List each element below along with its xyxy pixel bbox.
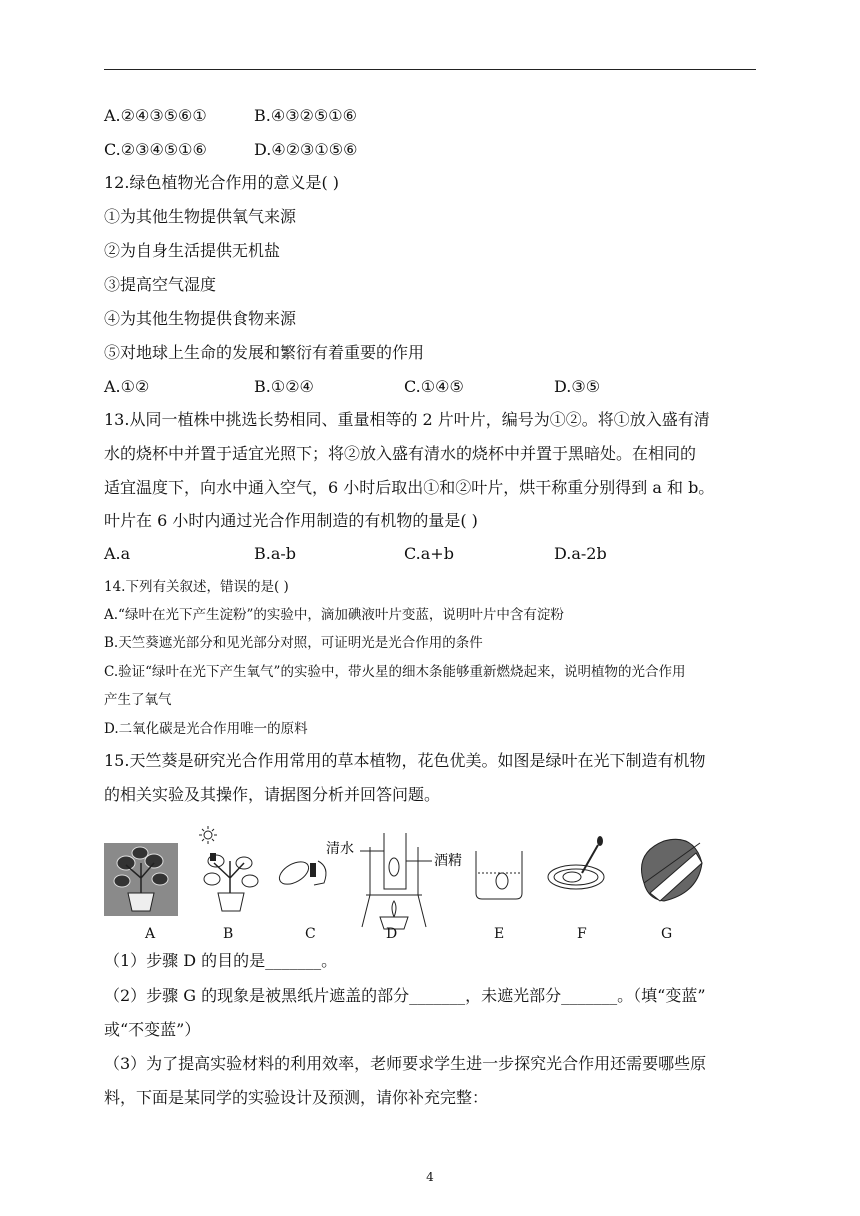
- q12-item-5: ⑤对地球上生命的发展和繁衍有着重要的作用: [104, 343, 425, 362]
- figure-label-e: E: [494, 926, 505, 942]
- q12-option-d: D.③⑤: [554, 377, 601, 396]
- q15-sub-2: （2）步骤 G 的现象是被黑纸片遮盖的部分_______，未遮光部分_______。（填“变蓝”: [104, 986, 706, 1005]
- q11-option-d: D.④②③①⑤⑥: [254, 140, 358, 159]
- q12-option-c: C.①④⑤: [404, 377, 464, 396]
- q13-line-2: 水的烧杯中并置于适宜光照下；将②放入盛有清水的烧杯中并置于黑暗处。在相同的: [104, 444, 697, 463]
- q13-options: [104, 543, 607, 565]
- alcohol-label: 酒精: [434, 854, 462, 869]
- q14-option-d: D.二氧化碳是光合作用唯一的原料: [104, 721, 308, 737]
- step-a-plant-in-dark: [104, 843, 178, 916]
- q13-line-4: 叶片在 6 小时内通过光合作用制造的有机物的量是( ): [104, 511, 478, 530]
- q12-item-1: ①为其他生物提供氧气来源: [104, 207, 297, 226]
- q13-option-b: B.a-b: [254, 544, 297, 563]
- figure-label-g: G: [661, 926, 673, 942]
- q11-options-row2: [104, 139, 357, 161]
- q12-options: [104, 376, 600, 398]
- figure-label-c: C: [305, 926, 316, 942]
- page-number: 4: [426, 1170, 434, 1184]
- q15-sub-3: （3）为了提高实验材料的利用效率，老师要求学生进一步探究光合作用还需要哪些原: [104, 1054, 707, 1073]
- step-c-pick-leaf: [276, 857, 326, 889]
- q14-option-c-cont: 产生了氧气: [104, 692, 172, 708]
- header-rule: [104, 69, 756, 70]
- q12-option-b: B.①②④: [254, 377, 314, 396]
- q15-line-1: 15.天竺葵是研究光合作用常用的草本植物，花色优美。如图是绿叶在光下制造有机物: [104, 751, 706, 770]
- q15-sub-2-cont: 或“不变蓝”）: [104, 1020, 201, 1039]
- q12-option-a: A.①②: [104, 377, 150, 396]
- q13-option-c: C.a+b: [404, 544, 454, 563]
- figure-label-d: D: [386, 926, 398, 942]
- q13-line-1: 13.从同一植株中挑选长势相同、重量相等的 2 片叶片，编号为①②。将①放入盛有清: [104, 410, 710, 429]
- figure-label-b: B: [223, 926, 234, 942]
- q11-option-a: A.②④③⑤⑥①: [104, 106, 207, 125]
- q11-option-b: B.④③②⑤①⑥: [254, 106, 357, 125]
- q11-options-row1: [104, 105, 357, 127]
- figure-label-f: F: [577, 926, 587, 942]
- step-e-beaker: [476, 851, 522, 899]
- figure-label-a: A: [145, 926, 156, 942]
- step-b-plant-in-light: [199, 826, 258, 911]
- experiment-figure: [104, 823, 704, 943]
- step-f-petri-dish: [548, 836, 604, 889]
- q13-line-3: 适宜温度下，向水中通入空气，6 小时后取出①和②叶片，烘干称重分别得到 a 和 b。: [104, 478, 715, 497]
- q13-option-a: A.a: [104, 544, 131, 563]
- q13-option-d: D.a-2b: [554, 544, 607, 563]
- q12-item-3: ③提高空气湿度: [104, 275, 217, 294]
- q12-item-4: ④为其他生物提供食物来源: [104, 309, 297, 328]
- q15-sub-3-cont: 料，下面是某同学的实验设计及预测，请你补充完整：: [104, 1088, 489, 1107]
- q15-sub-1: （1）步骤 D 的目的是_______。: [104, 951, 338, 970]
- q12-stem: 12.绿色植物光合作用的意义是( ): [104, 173, 340, 192]
- q14-option-b: B.天竺葵遮光部分和见光部分对照，可证明光是光合作用的条件: [104, 635, 483, 651]
- q14-stem: 14.下列有关叙述，错误的是( ): [104, 579, 289, 595]
- q14-option-a: A.“绿叶在光下产生淀粉”的实验中，滴加碘液叶片变蓝，说明叶片中含有淀粉: [104, 607, 564, 623]
- q12-item-2: ②为自身生活提供无机盐: [104, 241, 281, 260]
- step-g-leaf-result: [642, 839, 703, 901]
- step-d-water-bath: [326, 833, 462, 929]
- q15-line-2: 的相关实验及其操作，请据图分析并回答问题。: [104, 785, 441, 804]
- q11-option-c: C.②③④⑤①⑥: [104, 140, 207, 159]
- q14-option-c: C.验证“绿叶在光下产生氧气”的实验中，带火星的细木条能够重新燃烧起来，说明植物的光合作用: [104, 664, 686, 680]
- water-label: 清水: [326, 842, 354, 857]
